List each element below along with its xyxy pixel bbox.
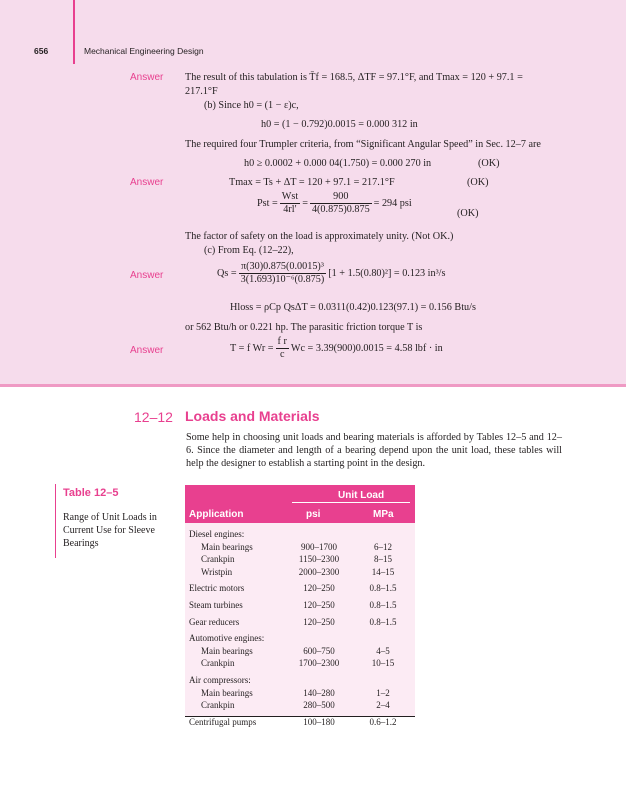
cell-mpa: 2–4 [376, 700, 390, 711]
table-label-rule [55, 484, 56, 558]
header-rule [73, 0, 75, 64]
cell-psi: 120–250 [303, 583, 335, 594]
fraction-denominator: 4rl′ [283, 204, 297, 215]
equation-h0: h0 = (1 − 0.792)0.0015 = 0.000 312 in [261, 119, 418, 130]
fraction-denominator: 4(0.875)0.875 [311, 204, 370, 215]
cell-application: Crankpin [201, 658, 235, 669]
table-row [185, 632, 415, 644]
cell-mpa: 1–2 [376, 687, 390, 698]
table-header [185, 485, 415, 523]
table-body [185, 523, 415, 727]
ok-mark: (OK) [467, 177, 489, 188]
mpa-header: MPa [373, 509, 394, 520]
solution-line: 217.1°F [185, 86, 218, 97]
table-row [185, 599, 415, 611]
cell-psi: 120–250 [303, 616, 335, 627]
table-row [185, 657, 415, 669]
torque-rhs: Wc = 3.39(900)0.0015 = 4.58 lbf · in [290, 343, 443, 354]
page-header [34, 46, 204, 56]
cell-application: Main bearings [201, 541, 253, 552]
table-row [185, 528, 415, 540]
fraction-denominator: c [279, 349, 285, 360]
cell-application: Centrifugal pumps [189, 716, 257, 727]
cell-application: Wristpin [201, 566, 233, 577]
table-row [185, 582, 415, 594]
pst-fraction-2 [310, 191, 372, 216]
cell-psi: 280–500 [303, 700, 335, 711]
application-header: Application [189, 509, 244, 520]
running-title: Mechanical Engineering Design [84, 46, 204, 56]
cell-application: Gear reducers [189, 616, 240, 627]
fraction-numerator: 900 [310, 191, 372, 204]
table-row [185, 553, 415, 565]
torque-lhs: T = f Wr = [230, 343, 274, 354]
cell-mpa: 6–12 [374, 541, 392, 552]
cell-mpa: 0.6–1.2 [369, 716, 397, 727]
qs-lhs: Qs = [217, 268, 237, 279]
table-row [185, 566, 415, 578]
unit-load-header: Unit Load [338, 490, 385, 501]
solution-line: (c) From Eq. (12–22), [204, 245, 294, 256]
section-number: 12–12 [134, 409, 173, 425]
cell-application: Automotive engines: [189, 633, 265, 644]
cell-application: Main bearings [201, 687, 253, 698]
table-caption: Range of Unit Loads in Current Use for Sleeve Bearings [63, 512, 157, 549]
table-row [185, 716, 415, 728]
ok-mark: (OK) [457, 208, 479, 219]
equation-criterion-2: Tmax = Ts + ΔT = 120 + 97.1 = 217.1°F [229, 177, 395, 188]
pst-fraction-1 [280, 191, 300, 216]
pst-lhs: Pst = [257, 198, 278, 209]
cell-psi: 140–280 [303, 687, 335, 698]
equals-sign: = [302, 198, 308, 209]
table-row [185, 687, 415, 699]
psi-header: psi [306, 509, 321, 520]
ok-mark: (OK) [478, 158, 500, 169]
answer-label: Answer [130, 270, 164, 281]
qs-fraction [239, 261, 327, 286]
fraction-numerator: f r [277, 336, 287, 347]
cell-application: Electric motors [189, 583, 245, 594]
solution-line: The required four Trumpler criteria, from “Significant Angular Speed” in Sec. 12–7 are [185, 139, 541, 150]
equation-hloss: Hloss = ρCp QsΔT = 0.0311(0.42)0.123(97.1) = 0.156 Btu/s [230, 302, 476, 313]
cell-psi: 100–180 [303, 716, 335, 727]
equation-criterion-1: h0 ≥ 0.0002 + 0.000 04(1.750) = 0.000 270 in [244, 158, 432, 169]
cell-psi: 2000–2300 [298, 566, 340, 577]
fraction-denominator: 3(1.693)10⁻⁶(0.875) [240, 274, 325, 285]
cell-psi: 1700–2300 [298, 658, 340, 669]
equation-pst [257, 191, 412, 216]
cell-application: Air compressors: [189, 675, 251, 685]
answer-label: Answer [130, 72, 164, 83]
table-row [185, 674, 415, 686]
cell-psi: 120–250 [303, 600, 335, 610]
cell-mpa: 10–15 [371, 658, 395, 669]
torque-fraction [276, 336, 289, 361]
band-divider [0, 384, 626, 387]
cell-mpa: 4–5 [376, 645, 390, 656]
equation-torque [230, 336, 443, 361]
solution-line: The factor of safety on the load is approximately unity. (Not OK.) [185, 231, 454, 242]
cell-mpa: 14–15 [371, 566, 395, 577]
fraction-numerator: Wst [281, 191, 299, 202]
cell-psi: 600–750 [303, 645, 335, 656]
section-body: Some help in choosing unit loads and bearing materials is afforded by Tables 12–5 and 12–6. Since the diameter and length of a bearing depend upon the unit load, these tables will help the designer to establish a starting point in the design. [186, 432, 562, 469]
table-row [185, 616, 415, 628]
equation-qs [217, 261, 445, 286]
cell-application: Steam turbines [189, 600, 243, 610]
header-divider [292, 502, 410, 503]
cell-mpa: 0.8–1.5 [369, 583, 397, 594]
cell-mpa: 0.8–1.5 [369, 600, 397, 610]
cell-application: Crankpin [201, 700, 235, 711]
pst-rhs: = 294 psi [373, 198, 412, 209]
table-row [185, 699, 415, 711]
cell-application: Main bearings [201, 645, 253, 656]
answer-label: Answer [130, 177, 164, 188]
table-bottom-rule [185, 716, 415, 717]
table-label: Table 12–5 [63, 487, 119, 499]
table-row [185, 645, 415, 657]
cell-mpa: 0.8–1.5 [369, 616, 397, 627]
fraction-numerator: π(30)0.875(0.0015)³ [239, 261, 327, 274]
solution-line: The result of this tabulation is T̄f = 168.5, ΔTF = 97.1°F, and Tmax = 120 + 97.1 = [185, 72, 523, 83]
section-title: Loads and Materials [185, 408, 320, 424]
table-row [185, 541, 415, 553]
cell-application: Crankpin [201, 554, 235, 565]
cell-psi: 1150–2300 [298, 554, 340, 565]
answer-label: Answer [130, 345, 164, 356]
solution-line: (b) Since h0 = (1 − ε)c, [204, 100, 299, 111]
page-number: 656 [34, 46, 49, 56]
qs-rhs: [1 + 1.5(0.80)²] = 0.123 in³/s [328, 268, 446, 279]
solution-line: or 562 Btu/h or 0.221 hp. The parasitic friction torque T is [185, 322, 423, 333]
cell-application: Diesel engines: [189, 529, 245, 539]
cell-mpa: 8–15 [374, 554, 392, 565]
cell-psi: 900–1700 [301, 541, 337, 552]
